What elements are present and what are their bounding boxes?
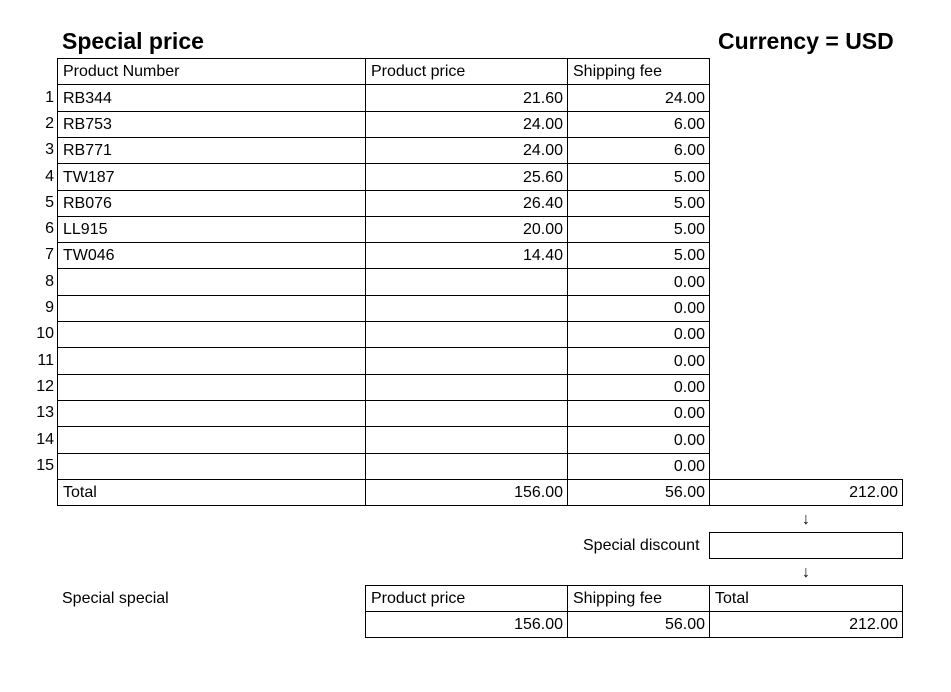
product-number-cell: RB344 xyxy=(57,84,366,112)
product-price-cell: 26.40 xyxy=(365,190,568,217)
product-number-cell xyxy=(57,426,366,454)
column-header: Product Number xyxy=(57,58,366,85)
row-number: 15 xyxy=(36,457,54,474)
shipping-fee-cell: 5.00 xyxy=(567,163,710,191)
special-value-cell: 156.00 xyxy=(365,611,568,638)
row-number: 4 xyxy=(45,168,54,185)
shipping-fee-cell: 0.00 xyxy=(567,400,710,427)
product-number-cell xyxy=(57,347,366,375)
row-number: 11 xyxy=(37,352,54,369)
row-number: 14 xyxy=(36,431,54,448)
row-number: 1 xyxy=(45,89,54,106)
down-arrow-icon: ↓ xyxy=(802,511,810,528)
shipping-fee-cell: 6.00 xyxy=(567,137,710,164)
down-arrow-icon: ↓ xyxy=(802,564,810,581)
product-price-cell: 21.60 xyxy=(365,84,568,112)
product-price-cell xyxy=(365,453,568,480)
special-special-label: Special special xyxy=(62,590,169,607)
product-price-cell xyxy=(365,321,568,348)
special-column-header: Product price xyxy=(365,585,568,612)
row-number: 6 xyxy=(45,220,54,237)
shipping-fee-cell: 0.00 xyxy=(567,374,710,401)
row-number: 8 xyxy=(45,273,54,290)
total-product-price: 156.00 xyxy=(365,479,568,506)
product-number-cell xyxy=(57,374,366,401)
product-number-cell: RB076 xyxy=(57,190,366,217)
product-price-cell: 14.40 xyxy=(365,242,568,269)
product-price-cell: 20.00 xyxy=(365,216,568,243)
shipping-fee-cell: 0.00 xyxy=(567,426,710,454)
row-number: 12 xyxy=(36,378,54,395)
product-number-cell xyxy=(57,321,366,348)
page-title: Special price xyxy=(62,28,204,54)
row-number: 3 xyxy=(45,141,54,158)
special-column-header: Shipping fee xyxy=(567,585,710,612)
row-number: 7 xyxy=(45,246,54,263)
product-number-cell: RB753 xyxy=(57,111,366,138)
shipping-fee-cell: 0.00 xyxy=(567,321,710,348)
shipping-fee-cell: 0.00 xyxy=(567,453,710,480)
product-number-cell: TW187 xyxy=(57,163,366,191)
product-number-cell xyxy=(57,268,366,296)
product-price-cell xyxy=(365,347,568,375)
product-price-cell xyxy=(365,400,568,427)
product-price-cell xyxy=(365,268,568,296)
product-number-cell xyxy=(57,453,366,480)
product-number-cell xyxy=(57,295,366,322)
shipping-fee-cell: 0.00 xyxy=(567,347,710,375)
shipping-fee-cell: 6.00 xyxy=(567,111,710,138)
product-number-cell xyxy=(57,400,366,427)
product-price-cell xyxy=(365,374,568,401)
product-price-cell xyxy=(365,426,568,454)
special-column-header: Total xyxy=(709,585,903,612)
row-number: 9 xyxy=(45,299,54,316)
shipping-fee-cell: 0.00 xyxy=(567,268,710,296)
shipping-fee-cell: 0.00 xyxy=(567,295,710,322)
product-price-cell: 24.00 xyxy=(365,137,568,164)
product-price-cell xyxy=(365,295,568,322)
product-price-cell: 24.00 xyxy=(365,111,568,138)
column-header: Product price xyxy=(365,58,568,85)
row-number: 13 xyxy=(36,404,54,421)
special-value-cell: 56.00 xyxy=(567,611,710,638)
special-discount-field[interactable] xyxy=(709,532,903,559)
product-number-cell: RB771 xyxy=(57,137,366,164)
row-number: 2 xyxy=(45,115,54,132)
shipping-fee-cell: 24.00 xyxy=(567,84,710,112)
row-number: 5 xyxy=(45,194,54,211)
product-price-cell: 25.60 xyxy=(365,163,568,191)
shipping-fee-cell: 5.00 xyxy=(567,242,710,269)
column-header: Shipping fee xyxy=(567,58,710,85)
special-value-cell: 212.00 xyxy=(709,611,903,638)
currency-label: Currency = USD xyxy=(718,28,894,54)
row-number: 10 xyxy=(36,325,54,342)
total-label: Total xyxy=(57,479,366,506)
shipping-fee-cell: 5.00 xyxy=(567,190,710,217)
product-number-cell: LL915 xyxy=(57,216,366,243)
grand-total: 212.00 xyxy=(709,479,903,506)
total-shipping-fee: 56.00 xyxy=(567,479,710,506)
product-number-cell: TW046 xyxy=(57,242,366,269)
shipping-fee-cell: 5.00 xyxy=(567,216,710,243)
special-discount-label: Special discount xyxy=(583,537,700,554)
